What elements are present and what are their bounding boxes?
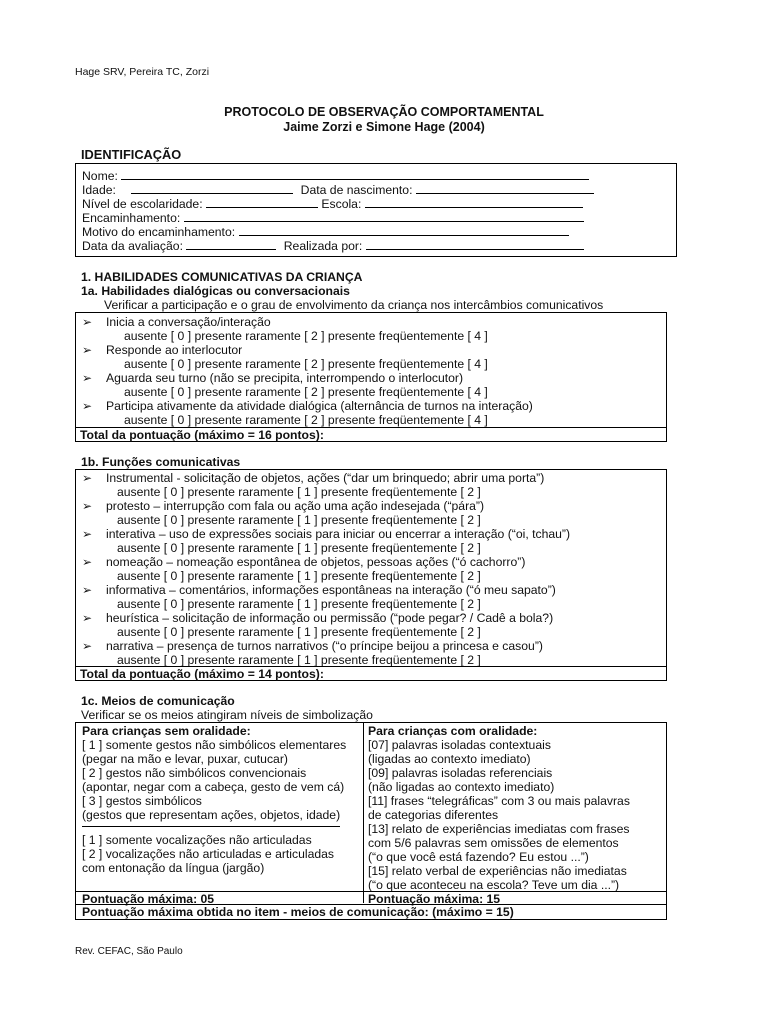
total-1b: Total da pontuação (máximo = 14 pontos): (80, 667, 324, 681)
section-1c-heading: 1c. Meios de comunicação (81, 694, 235, 708)
escola-label: Escola: (321, 197, 362, 211)
escola-field[interactable] (365, 196, 583, 208)
list-item: ➢ Responde ao interlocutor (82, 343, 243, 357)
score-scale[interactable]: ausente [ 0 ] presente raramente [ 1 ] presente freqüentemente [ 2 ] (117, 625, 481, 639)
arrowhead-bullet-icon: ➢ (82, 315, 93, 329)
identificacao-heading: IDENTIFICAÇÃO (81, 147, 182, 162)
score-scale[interactable]: ausente [ 0 ] presente raramente [ 1 ] presente freqüentemente [ 2 ] (117, 569, 481, 583)
total-1c: Pontuação máxima obtida no item - meios de comunicação: (máximo = 15) (82, 905, 514, 919)
data-avaliacao-label: Data da avaliação: (82, 239, 183, 253)
realizada-por-label: Realizada por: (283, 239, 363, 253)
list-item: ➢ narrativa – presença de turnos narrativos (“o príncipe beijou a princesa e casou”) (82, 639, 543, 653)
option-note: de categorias diferentes (368, 808, 499, 822)
section-1b-heading: 1b. Funções comunicativas (81, 455, 241, 469)
score-scale[interactable]: ausente [ 0 ] presente raramente [ 1 ] presente freqüentemente [ 2 ] (117, 541, 481, 555)
nivel-escolaridade-field[interactable] (206, 196, 318, 208)
arrowhead-bullet-icon: ➢ (82, 611, 93, 625)
option-item[interactable]: [09] palavras isoladas referenciais (368, 766, 553, 780)
score-scale[interactable]: ausente [ 0 ] presente raramente [ 1 ] presente freqüentemente [ 2 ] (117, 653, 481, 667)
section-1a-instruction: Verificar a participação e o grau de envolvimento da criança nos intercâmbios comunicativos (104, 298, 604, 312)
score-scale[interactable]: ausente [ 0 ] presente raramente [ 1 ] presente freqüentemente [ 2 ] (117, 513, 481, 527)
page-title: PROTOCOLO DE OBSERVAÇÃO COMPORTAMENTAL (224, 105, 544, 119)
list-item: ➢ heurística – solicitação de informação ou permissão (“pode pegar? / Cadê a bola?) (82, 611, 554, 625)
arrowhead-bullet-icon: ➢ (82, 527, 93, 541)
list-item: ➢ Inicia a conversação/interação (82, 315, 271, 329)
left-max-score: Pontuação máxima: 05 (82, 892, 215, 906)
arrowhead-bullet-icon: ➢ (82, 639, 93, 653)
section-1a-heading: 1a. Habilidades dialógicas ou conversacionais (81, 284, 350, 298)
table-1c (75, 722, 667, 920)
list-item: ➢ interativa – uso de expressões sociais para iniciar ou encerrar a interação (“oi, tchau”) (82, 527, 571, 541)
data-avaliacao-field[interactable] (186, 238, 276, 250)
score-scale[interactable]: ausente [ 0 ] presente raramente [ 2 ] presente freqüentemente [ 4 ] (124, 329, 488, 343)
encaminhamento-field[interactable] (184, 210, 584, 222)
list-item: ➢ nomeação – nomeação espontânea de objetos, pessoas ações (“ó cachorro”) (82, 555, 526, 569)
running-header: Hage SRV, Pereira TC, Zorzi (75, 66, 210, 78)
idade-label: Idade: (82, 183, 116, 197)
table-1a (75, 312, 667, 442)
option-note: (ligadas ao contexto imediato) (368, 752, 531, 766)
col-right-heading: Para crianças com oralidade: (368, 724, 538, 738)
running-footer: Rev. CEFAC, São Paulo (75, 946, 183, 957)
total-1a: Total da pontuação (máximo = 16 pontos): (80, 428, 324, 442)
data-nascimento-field[interactable] (416, 182, 594, 194)
col-left-heading: Para crianças sem oralidade: (82, 724, 251, 738)
arrowhead-bullet-icon: ➢ (82, 555, 93, 569)
option-item[interactable]: [ 2 ] gestos não simbólicos convencionais (82, 766, 307, 780)
option-note: com entonação da língua (jargão) (82, 861, 265, 875)
option-item[interactable]: [ 3 ] gestos simbólicos (82, 794, 202, 808)
option-note: com 5/6 palavras sem omissões de elementos (368, 836, 619, 850)
identificacao-box (75, 163, 677, 257)
score-scale[interactable]: ausente [ 0 ] presente raramente [ 2 ] presente freqüentemente [ 4 ] (124, 357, 488, 371)
data-nascimento-label: Data de nascimento: (300, 183, 413, 197)
option-note: (pegar na mão e levar, puxar, cutucar) (82, 752, 288, 766)
nivel-escolaridade-label: Nível de escolaridade: (82, 197, 203, 211)
option-note: (apontar, negar com a cabeça, gesto de vem cá) (82, 780, 345, 794)
list-item: ➢ protesto – interrupção com fala ou ação uma ação indesejada (“pára”) (82, 499, 485, 513)
score-scale[interactable]: ausente [ 0 ] presente raramente [ 2 ] presente freqüentemente [ 4 ] (124, 413, 488, 427)
option-note: (“o que aconteceu na escola? Teve um dia ...”) (368, 878, 620, 892)
realizada-por-field[interactable] (366, 238, 584, 250)
motivo-field[interactable] (239, 224, 569, 236)
idade-field[interactable] (131, 182, 293, 194)
column-divider (363, 723, 364, 903)
arrowhead-bullet-icon: ➢ (82, 343, 93, 357)
nome-label: Nome: (82, 169, 118, 183)
separator-line (82, 826, 340, 827)
list-item: ➢ informativa – comentários, informações espontâneas na interação (“ó meu sapato”) (82, 583, 556, 597)
list-item: ➢ Aguarda seu turno (não se precipita, interrompendo o interlocutor) (82, 371, 464, 385)
encaminhamento-label: Encaminhamento: (82, 211, 181, 225)
right-max-score: Pontuação máxima: 15 (368, 892, 501, 906)
list-item: ➢ Participa ativamente da atividade dialógica (alternância de turnos na interação) (82, 399, 533, 413)
score-scale[interactable]: ausente [ 0 ] presente raramente [ 1 ] presente freqüentemente [ 2 ] (117, 597, 481, 611)
score-scale[interactable]: ausente [ 0 ] presente raramente [ 2 ] presente freqüentemente [ 4 ] (124, 385, 488, 399)
arrowhead-bullet-icon: ➢ (82, 471, 93, 485)
motivo-label: Motivo do encaminhamento: (82, 225, 236, 239)
arrowhead-bullet-icon: ➢ (82, 583, 93, 597)
score-scale[interactable]: ausente [ 0 ] presente raramente [ 1 ] presente freqüentemente [ 2 ] (117, 485, 481, 499)
option-item[interactable]: [07] palavras isoladas contextuais (368, 738, 551, 752)
table-1b (75, 469, 667, 681)
arrowhead-bullet-icon: ➢ (82, 499, 93, 513)
option-item[interactable]: [11] frases “telegráficas” com 3 ou mais palavras (368, 794, 630, 808)
option-note: (gestos que representam ações, objetos, idade) (82, 808, 341, 822)
option-note: (não ligadas ao contexto imediato) (368, 780, 555, 794)
page-subtitle: Jaime Zorzi e Simone Hage (2004) (283, 120, 485, 134)
option-item[interactable]: [ 1 ] somente vocalizações não articuladas (82, 833, 312, 847)
section-1c-instruction: Verificar se os meios atingiram níveis de simbolização (81, 708, 373, 722)
option-item[interactable]: [ 2 ] vocalizações não articuladas e articuladas (82, 847, 335, 861)
section-1-heading: 1. HABILIDADES COMUNICATIVAS DA CRIANÇA (81, 270, 363, 284)
arrowhead-bullet-icon: ➢ (82, 371, 93, 385)
arrowhead-bullet-icon: ➢ (82, 399, 93, 413)
list-item: ➢ Instrumental - solicitação de objetos, ações (“dar um brinquedo; abrir uma porta”) (82, 471, 545, 485)
nome-field[interactable] (121, 168, 589, 180)
option-note: (“o que você está fazendo? Eu estou ...”) (368, 850, 589, 864)
option-item[interactable]: [13] relato de experiências imediatas com frases (368, 822, 630, 836)
option-item[interactable]: [ 1 ] somente gestos não simbólicos elementares (82, 738, 347, 752)
option-item[interactable]: [15] relato verbal de experiências não imediatas (368, 864, 627, 878)
